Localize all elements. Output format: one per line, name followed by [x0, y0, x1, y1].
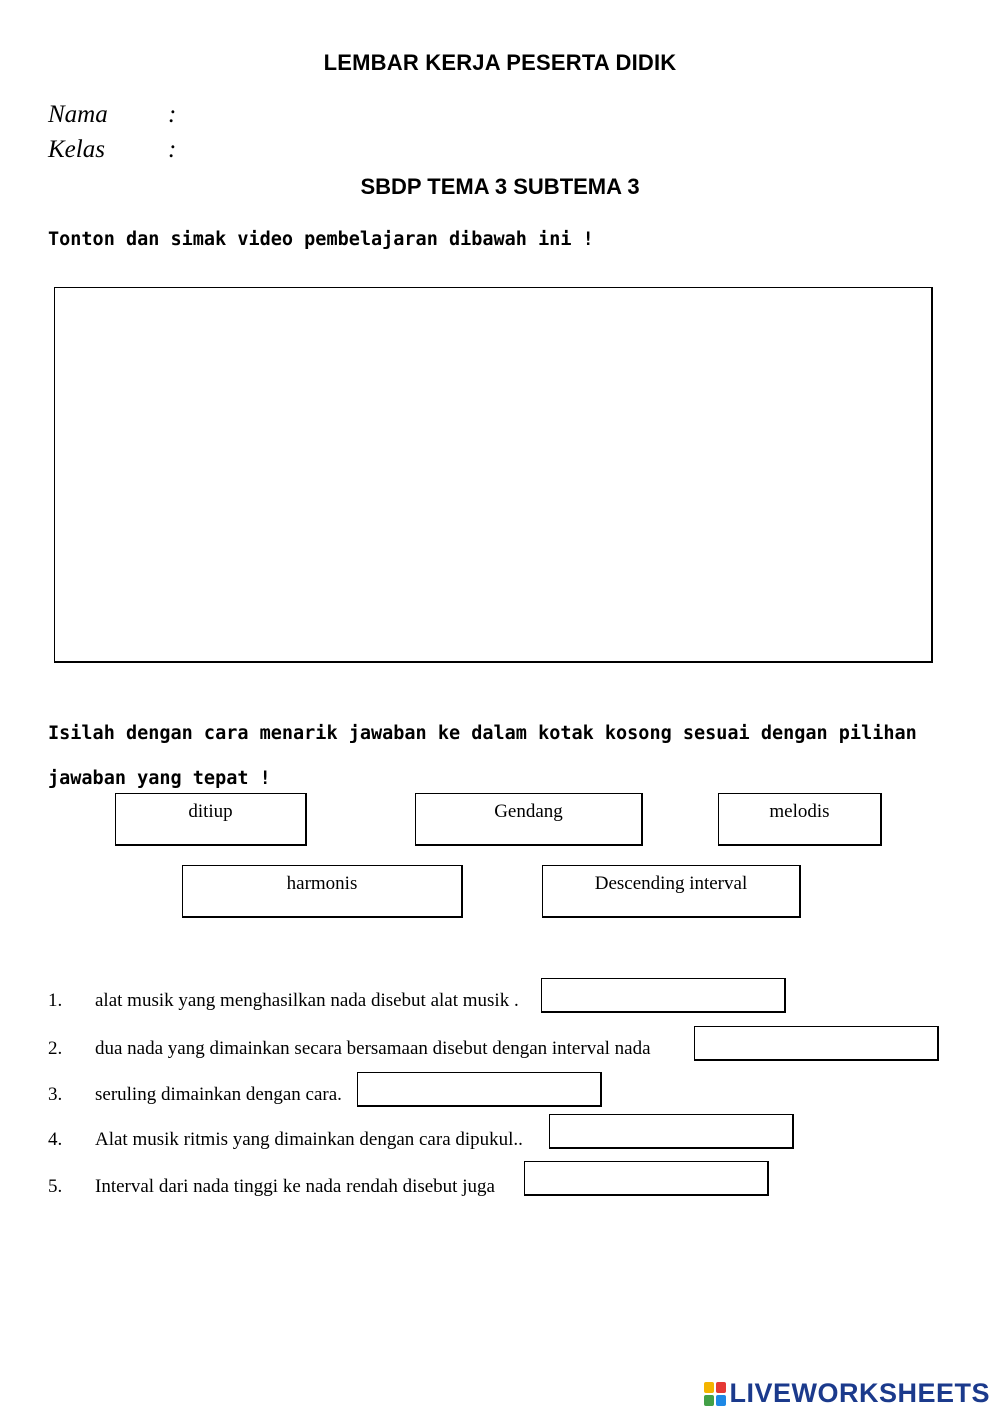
answer-box-5[interactable] [524, 1161, 769, 1196]
video-instruction: Tonton dan simak video pembelajaran dibawah ini ! [48, 229, 594, 250]
question-text: Interval dari nada tinggi ke nada rendah disebut juga [95, 1176, 495, 1197]
answer-box-1[interactable] [541, 978, 786, 1013]
choice-melodis[interactable]: melodis [718, 793, 882, 846]
class-label: Kelas [48, 136, 105, 163]
answer-box-3[interactable] [357, 1072, 602, 1107]
question-number: 4. [48, 1129, 63, 1150]
name-colon: : [168, 101, 177, 128]
question-number: 3. [48, 1084, 63, 1105]
question-text: Alat musik ritmis yang dimainkan dengan cara dipukul.. [95, 1129, 523, 1150]
choice-harmonis[interactable]: harmonis [182, 865, 463, 918]
question-text: dua nada yang dimainkan secara bersamaan disebut dengan interval nada [95, 1038, 651, 1059]
liveworksheets-logo [704, 1378, 990, 1409]
choice-descending-interval[interactable]: Descending interval [542, 865, 801, 918]
liveworksheets-logo-icon [704, 1382, 726, 1406]
question-number: 1. [48, 990, 63, 1011]
worksheet-title: LEMBAR KERJA PESERTA DIDIK [323, 50, 677, 75]
subject-subtitle: SBDP TEMA 3 SUBTEMA 3 [360, 174, 640, 199]
question-number: 2. [48, 1038, 63, 1059]
name-label: Nama [48, 101, 108, 128]
question-number: 5. [48, 1176, 63, 1197]
class-colon: : [168, 136, 177, 163]
choice-gendang[interactable]: Gendang [415, 793, 643, 846]
answer-box-4[interactable] [549, 1114, 794, 1149]
video-player[interactable] [54, 287, 933, 663]
question-text: alat musik yang menghasilkan nada disebut alat musik . [95, 990, 519, 1011]
answer-box-2[interactable] [694, 1026, 939, 1061]
drag-instruction: Isilah dengan cara menarik jawaban ke dalam kotak kosong sesuai dengan pilihan jawaban yang tepat ! [48, 723, 917, 789]
choice-ditiup[interactable]: ditiup [115, 793, 307, 846]
question-text: seruling dimainkan dengan cara. [95, 1084, 342, 1105]
logo-text: LIVEWORKSHEETS [729, 1378, 990, 1408]
